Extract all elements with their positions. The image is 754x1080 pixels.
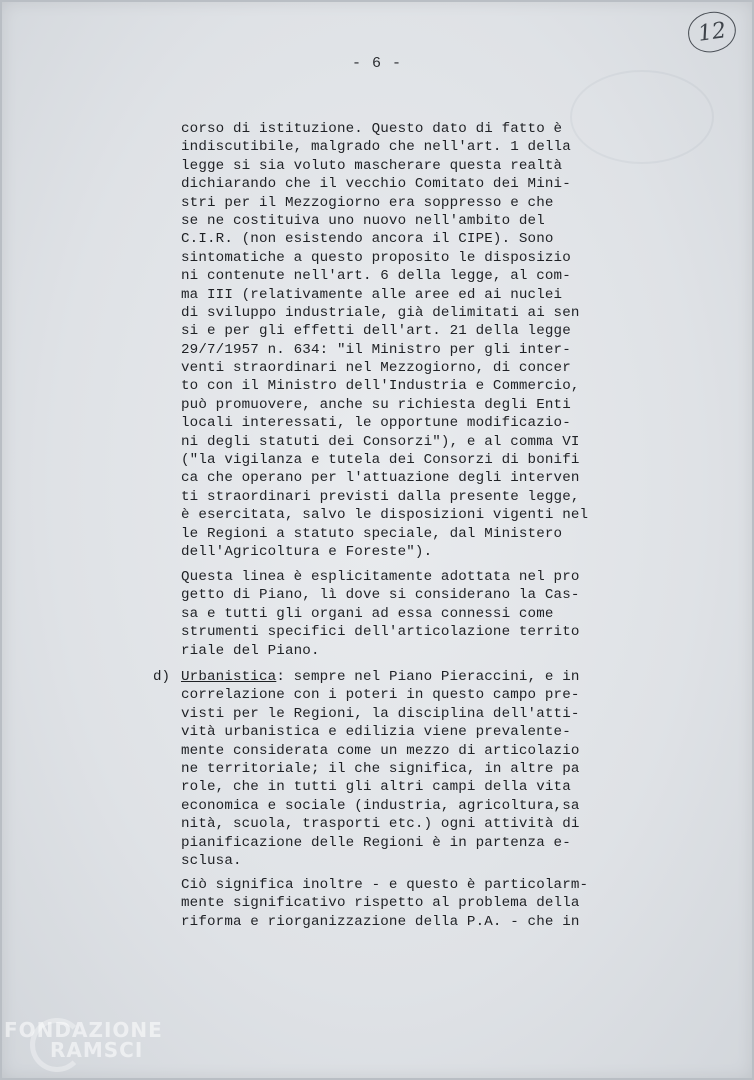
text-line: vità urbanistica e edilizia viene prevalente-	[181, 724, 571, 741]
text-line: stri per il Mezzogiorno era soppresso e che	[181, 194, 554, 211]
text-line: corso di istituzione. Questo dato di fatto è	[181, 121, 563, 137]
text-line: ti straordinari previsti dalla presente legge,	[181, 488, 580, 505]
text-line: dell'Agricoltura e Foreste").	[181, 543, 433, 560]
text-line: strumenti specifici dell'articolazione territo	[181, 624, 580, 641]
text-line: è esercitata, salvo le disposizioni vigenti nel	[181, 507, 589, 524]
watermark-fondazione-gramsci	[4, 1020, 163, 1060]
text-line: riale del Piano.	[181, 642, 320, 659]
text-line: legge si sia voluto mascherare questa realtà	[181, 157, 563, 174]
text-line: sa e tutti gli organi ad essa connessi come	[181, 605, 554, 622]
text-line: pianificazione delle Regioni è in partenza e-	[181, 834, 571, 851]
text-line: mente significativo rispetto al problema della	[181, 895, 580, 912]
text-line: ni degli statuti dei Consorzi"), e al comma VI	[181, 433, 580, 450]
text-line: ca che operano per l'attuazione degli interven	[181, 470, 580, 487]
section-d-first-line	[181, 668, 621, 686]
paragraph-1	[181, 120, 621, 561]
text-line: ne territoriale; il che significa, in altre pa	[181, 760, 580, 777]
text-line: ("la vigilanza e tutela dei Consorzi di bonifi	[181, 452, 580, 469]
text-line: può promuovere, anche su richiesta degli Enti	[181, 396, 571, 413]
text-line: dichiarando che il vecchio Comitato dei Mini-	[181, 176, 571, 193]
text-line: indiscutibile, malgrado che nell'art. 1 della	[181, 139, 571, 156]
text-line: Ciò significa inoltre - e questo è particolarm-	[181, 877, 589, 893]
section-heading-rest: : sempre nel Piano Pieraccini, e in	[276, 669, 580, 685]
text-line: ni contenute nell'art. 6 della legge, al com-	[181, 268, 571, 285]
text-line: le Regioni a statuto speciale, dal Ministero	[181, 525, 563, 542]
archive-page-number	[685, 9, 738, 55]
text-line: economica e sociale (industria, agricoltura,sa	[181, 797, 580, 814]
section-d-urbanistica	[181, 668, 621, 870]
text-line: role, che in tutti gli altri campi della vita	[181, 779, 571, 796]
text-line: mente considerata come un mezzo di articolazio	[181, 742, 580, 759]
watermark-line-2: RAMSCI	[50, 1038, 144, 1062]
text-line: sclusa.	[181, 852, 242, 869]
text-line: nità, scuola, trasporti etc.) ogni attività di	[181, 816, 580, 833]
text-line: se ne costituiva uno nuovo nell'ambito del	[181, 212, 545, 229]
text-line: Questa linea è esplicitamente adottata nel pro	[181, 569, 580, 585]
text-line: correlazione con i poteri in questo campo pre-	[181, 687, 580, 704]
text-line: sintomatiche a questo proposito le disposizio	[181, 249, 571, 266]
text-line: si e per gli effetti dell'art. 21 della legge	[181, 323, 571, 340]
paragraph-3	[181, 876, 621, 931]
archive-number-text: 12	[696, 17, 728, 47]
text-line: ma III (relativamente alle aree ed ai nuclei	[181, 286, 563, 303]
text-line: venti straordinari nel Mezzogiorno, di concer	[181, 360, 571, 377]
text-line: visti per le Regioni, la disciplina dell'atti-	[181, 705, 580, 722]
paragraph-2	[181, 568, 621, 660]
text-line: 29/7/1957 n. 634: "il Ministro per gli inter-	[181, 341, 571, 358]
text-line: di sviluppo industriale, già delimitati ai sen	[181, 304, 580, 321]
text-line: getto di Piano, lì dove si considerano la Cas-	[181, 587, 580, 604]
text-line: riforma e riorganizzazione della P.A. - che in	[181, 913, 580, 930]
section-heading: Urbanistica	[181, 669, 277, 685]
text-line: C.I.R. (non esistendo ancora il CIPE). Sono	[181, 231, 554, 248]
text-line: locali interessati, le opportune modificazio-	[181, 415, 571, 432]
page-number: - 6 -	[351, 55, 402, 72]
text-line: to con il Ministro dell'Industria e Commercio,	[181, 378, 580, 395]
list-marker-d: d)	[153, 669, 171, 685]
watermark-line-1: FONDAZIONE	[4, 1018, 163, 1042]
